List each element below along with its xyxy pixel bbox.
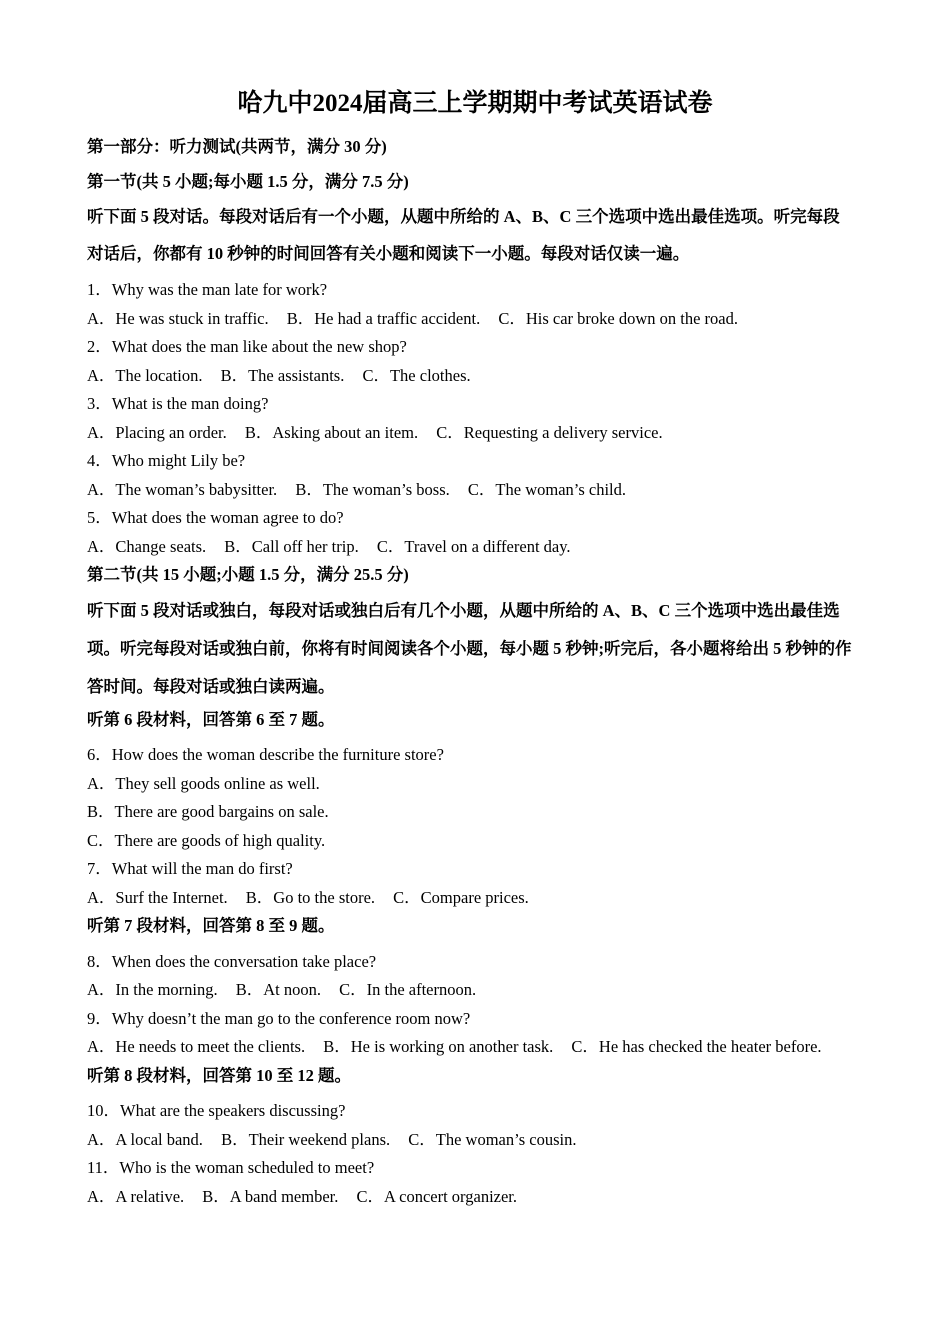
option-a[interactable]: A．In the morning. — [87, 980, 218, 999]
section1-instruction: 听下面 5 段对话。每段对话后有一个小题，从题中所给的 A、B、C 三个选项中选出最佳选项。听完每段 — [87, 207, 840, 226]
question-4: 4．Who might Lily be? — [87, 451, 246, 470]
question-6: 6．How does the woman describe the furniture store? — [87, 745, 444, 764]
option-a[interactable]: A．A local band. — [87, 1130, 203, 1149]
page-title: 哈九中2024届高三上学期期中考试英语试卷 — [237, 90, 713, 117]
question-3: 3．What is the man doing? — [87, 394, 269, 413]
option-c[interactable]: C．A concert organizer. — [356, 1187, 518, 1206]
option-c[interactable]: C．Travel on a different day. — [376, 537, 571, 556]
option-b[interactable]: B．Go to the store. — [245, 888, 376, 907]
question-9-options — [87, 1035, 822, 1059]
option-c[interactable]: C．Requesting a delivery service. — [436, 423, 663, 442]
option-b[interactable]: B．He had a traffic accident. — [286, 309, 481, 328]
section2-instruction: 答时间。每段对话或独白读两遍。 — [87, 677, 335, 696]
option-b[interactable]: B．A band member. — [202, 1187, 339, 1206]
section2-instruction: 听下面 5 段对话或独白，每段对话或独白后有几个小题，从题中所给的 A、B、C 三个选项中选出最佳选 — [87, 601, 840, 620]
part1-heading: 第一部分：听力测试(共两节，满分 30 分) — [87, 137, 387, 156]
option-a[interactable]: A．He was stuck in traffic. — [87, 309, 269, 328]
option-b[interactable]: B．At noon. — [235, 980, 321, 999]
option-c[interactable]: C．He has checked the heater before. — [571, 1037, 822, 1056]
question-5: 5．What does the woman agree to do? — [87, 508, 344, 527]
question-9: 9．Why doesn’t the man go to the conference room now? — [87, 1009, 471, 1028]
question-4-options — [87, 478, 626, 502]
option-a[interactable]: A．A relative. — [87, 1187, 185, 1206]
option-a[interactable]: A．The location. — [87, 366, 203, 385]
option-c[interactable]: C．There are goods of high quality. — [87, 831, 326, 850]
option-c[interactable]: C．The woman’s cousin. — [408, 1130, 577, 1149]
question-11-options — [87, 1185, 517, 1209]
option-b[interactable]: B．Their weekend plans. — [221, 1130, 391, 1149]
option-c[interactable]: C．In the afternoon. — [339, 980, 477, 999]
option-a[interactable]: A．Change seats. — [87, 537, 207, 556]
option-a[interactable]: A．Surf the Internet. — [87, 888, 228, 907]
section2-instruction: 项。听完每段对话或独白前，你将有时间阅读各个小题，每小题 5 秒钟;听完后，各小题将给出 5 秒钟的作 — [87, 639, 852, 658]
material-7-heading: 听第 7 段材料，回答第 8 至 9 题。 — [87, 916, 335, 935]
option-c[interactable]: C．His car broke down on the road. — [498, 309, 738, 328]
option-b[interactable]: B．He is working on another task. — [323, 1037, 554, 1056]
option-a[interactable]: A．The woman’s babysitter. — [87, 480, 278, 499]
question-1-options — [87, 307, 738, 331]
question-3-options — [87, 421, 663, 445]
option-c[interactable]: C．Compare prices. — [393, 888, 529, 907]
question-8: 8．When does the conversation take place? — [87, 952, 377, 971]
question-10-options — [87, 1128, 576, 1152]
option-b[interactable]: B．Call off her trip. — [224, 537, 359, 556]
option-a[interactable]: A．Placing an order. — [87, 423, 227, 442]
material-8-heading: 听第 8 段材料，回答第 10 至 12 题。 — [87, 1066, 351, 1085]
section2-heading: 第二节(共 15 小题;小题 1.5 分，满分 25.5 分) — [87, 565, 409, 584]
option-a[interactable]: A．They sell goods online as well. — [87, 774, 320, 793]
question-10: 10．What are the speakers discussing? — [87, 1101, 346, 1120]
option-b[interactable]: B．The woman’s boss. — [295, 480, 450, 499]
option-c[interactable]: C．The woman’s child. — [467, 480, 627, 499]
option-c[interactable]: C．The clothes. — [362, 366, 471, 385]
question-1: 1．Why was the man late for work? — [87, 280, 328, 299]
option-b[interactable]: B．There are good bargains on sale. — [87, 802, 329, 821]
question-2: 2．What does the man like about the new shop? — [87, 337, 407, 356]
option-b[interactable]: B．Asking about an item. — [244, 423, 419, 442]
option-b[interactable]: B．The assistants. — [220, 366, 345, 385]
question-5-options — [87, 535, 571, 559]
question-11: 11．Who is the woman scheduled to meet? — [87, 1158, 375, 1177]
section1-instruction: 对话后，你都有 10 秒钟的时间回答有关小题和阅读下一小题。每段对话仅读一遍。 — [87, 244, 690, 263]
material-6-heading: 听第 6 段材料，回答第 6 至 7 题。 — [87, 710, 335, 729]
question-7: 7．What will the man do first? — [87, 859, 293, 878]
section1-heading: 第一节(共 5 小题;每小题 1.5 分，满分 7.5 分) — [87, 172, 409, 191]
question-8-options — [87, 978, 476, 1002]
option-a[interactable]: A．He needs to meet the clients. — [87, 1037, 306, 1056]
question-2-options — [87, 364, 471, 388]
question-7-options — [87, 886, 529, 910]
